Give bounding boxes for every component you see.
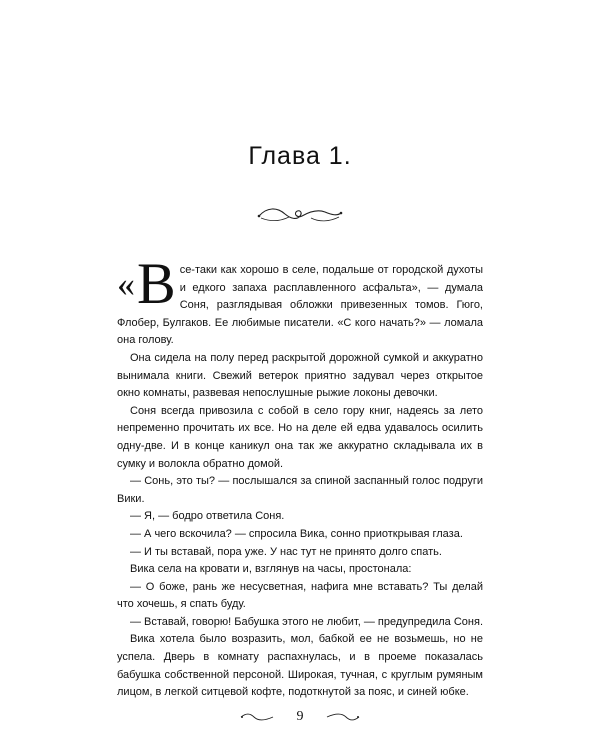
footer-ornament-right-icon <box>326 712 360 722</box>
page-number: 9 <box>296 709 304 724</box>
paragraph: Соня всегда привозила с собой в село гору книг, надеясь за лето непременно прочитать их все. Но на деле ей едва удавалось осилить одну-две. И в конце каникул она так же аккуратно складывала их в сумку и волокла обратно домой. <box>117 404 483 470</box>
paragraph: — Я, — бодро ответила Соня. <box>130 510 285 523</box>
paragraph: — Сонь, это ты? — послышался за спиной заспанный голос подруги Вики. <box>117 475 483 505</box>
page-footer <box>0 708 600 728</box>
paragraph: — О боже, рань же несусветная, нафига мне вставать? Ты делай что хочешь, я спать буду. <box>117 580 483 611</box>
paragraph: Вика села на кровати и, взглянув на часы, простонала: <box>130 563 412 576</box>
dropcap-letter: В <box>137 251 176 316</box>
dropcap-block <box>117 251 176 316</box>
open-quote: « <box>117 264 135 304</box>
chapter-text <box>117 251 483 702</box>
ornament-flourish-icon <box>255 203 345 227</box>
paragraph: — А чего вскочила? — спросила Вика, сонно приоткрывая глаза. <box>130 527 463 540</box>
paragraph: Вика хотела было возразить, мол, бабкой ее не возьмешь, но не успела. Дверь в комнату распахнулась, и в проеме показалась бабушка собственной персоной. Широкая, тучная, с круглым румяным лицом, в легкой ситцевой кофте, подоткнутой за пояс, и синей юбке. <box>117 633 483 699</box>
paragraph-text: се-таки как хорошо в селе, подальше от городской духоты и едкого запаха расплавленного асфальта», — думала Соня, разглядывая обложки привезенных томов. Гюго, Флобер, Булгаков. Ее любимые писатели. «С кого начать?» — ломала она голову. <box>117 264 483 347</box>
paragraph: — Вставай, говорю! Бабушка этого не любит, — предупредила Соня. <box>130 615 483 628</box>
paragraph: — И ты вставай, пора уже. У нас тут не принято долго спать. <box>130 545 442 558</box>
chapter-title: Глава 1. <box>248 142 352 170</box>
paragraph: Она сидела на полу перед раскрытой дорожной сумкой и аккуратно вынимала книги. Свежий ветерок приятно задувал через открытое окно комнаты, развевая непослушные рыжие локоны девочки. <box>117 351 483 400</box>
paragraph <box>117 251 483 350</box>
